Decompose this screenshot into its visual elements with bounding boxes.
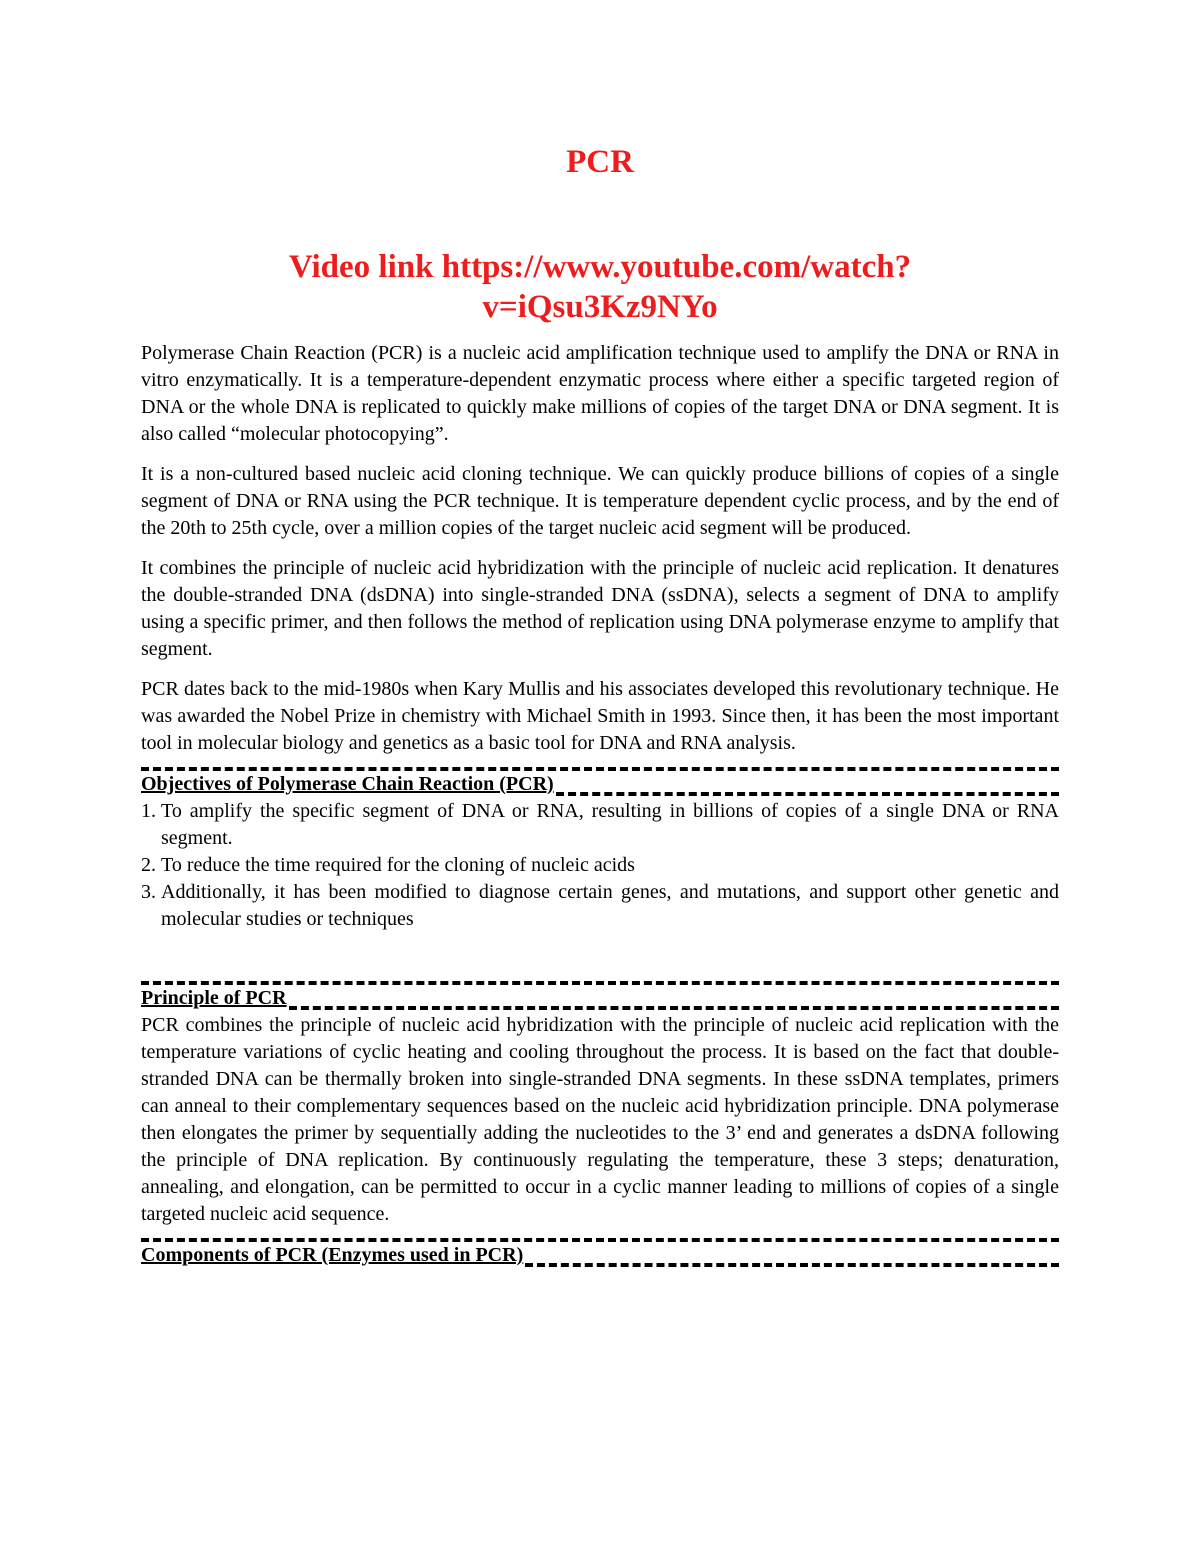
spacer xyxy=(141,933,1059,971)
principle-heading-text: Principle of PCR xyxy=(141,987,287,1009)
section-divider xyxy=(141,757,1059,771)
intro-paragraph: PCR dates back to the mid-1980s when Kary Mullis and his associates developed this revolutionary technique. He was awarded the Nobel Prize in chemistry with Michael Smith in 1993. Since then, it has been the most important tool in molecular biology and genetics as a basic tool for DNA and RNA analysis. xyxy=(141,678,1059,754)
objectives-heading-text: Objectives of Polymerase Chain Reaction (PCR) xyxy=(141,773,554,795)
intro-paragraph: Polymerase Chain Reaction (PCR) is a nucleic acid amplification technique used to amplify the DNA or RNA in vitro enzymatically. It is a temperature-dependent enzymatic process where either a specific targeted region of DNA or the whole DNA is replicated to quickly make millions of copies of the target DNA or DNA segment. It is also called “molecular photocopying”. xyxy=(141,342,1059,445)
objectives-list xyxy=(141,798,1059,933)
heading-dashed-fill xyxy=(525,1263,1059,1267)
section-divider xyxy=(141,971,1059,985)
components-heading xyxy=(141,1242,1059,1269)
objective-item: 3. Additionally, it has been modified to diagnose certain genes, and mutations, and support other genetic and molecular studies or techniques xyxy=(161,879,1059,933)
document-body xyxy=(141,340,1059,1269)
principle-paragraph: PCR combines the principle of nucleic acid hybridization with the principle of nucleic acid replication with the temperature variations of cyclic heating and cooling throughout the process. It is based on the fact that double-stranded DNA can be thermally broken into single-stranded DNA segments. In these ssDNA templates, primers can anneal to their complementary sequences based on the nucleic acid hybridization principle. DNA polymerase then elongates the primer by sequentially adding the nucleotides to the 3’ end and generates a dsDNA following the principle of DNA replication. By continuously regulating the temperature, these 3 steps; denaturation, annealing, and elongation, can be permitted to occur in a cyclic manner leading to millions of copies of a single targeted nucleic acid sequence. xyxy=(141,1014,1059,1225)
intro-paragraph: It is a non-cultured based nucleic acid cloning technique. We can quickly produce billions of copies of a single segment of DNA or RNA using the PCR technique. It is temperature dependent cyclic process, and by the end of the 20th to 25th cycle, over a million copies of the target nucleic acid segment will be produced. xyxy=(141,463,1059,539)
heading-dashed-fill xyxy=(556,792,1059,796)
objective-item: 1. To amplify the specific segment of DNA or RNA, resulting in billions of copies of a single DNA or RNA segment. xyxy=(161,798,1059,852)
objectives-heading xyxy=(141,771,1059,798)
heading-dashed-fill xyxy=(289,1006,1059,1010)
objective-item: 2. To reduce the time required for the cloning of nucleic acids xyxy=(161,852,1059,879)
intro-paragraph: It combines the principle of nucleic acid hybridization with the principle of nucleic acid replication. It denatures the double-stranded DNA (dsDNA) into single-stranded DNA (ssDNA), selects a segment of DNA to amplify using a specific primer, and then follows the method of replication using DNA polymerase enzyme to amplify that segment. xyxy=(141,557,1059,660)
page-title: PCR xyxy=(566,144,634,180)
video-link[interactable] xyxy=(140,247,1060,327)
video-link-line-2: v=iQsu3Kz9NYo xyxy=(482,289,718,325)
principle-heading xyxy=(141,985,1059,1012)
video-link-line-1: Video link https://www.youtube.com/watch? xyxy=(288,249,912,285)
components-heading-text: Components of PCR (Enzymes used in PCR) xyxy=(141,1244,524,1266)
section-divider xyxy=(141,1228,1059,1242)
